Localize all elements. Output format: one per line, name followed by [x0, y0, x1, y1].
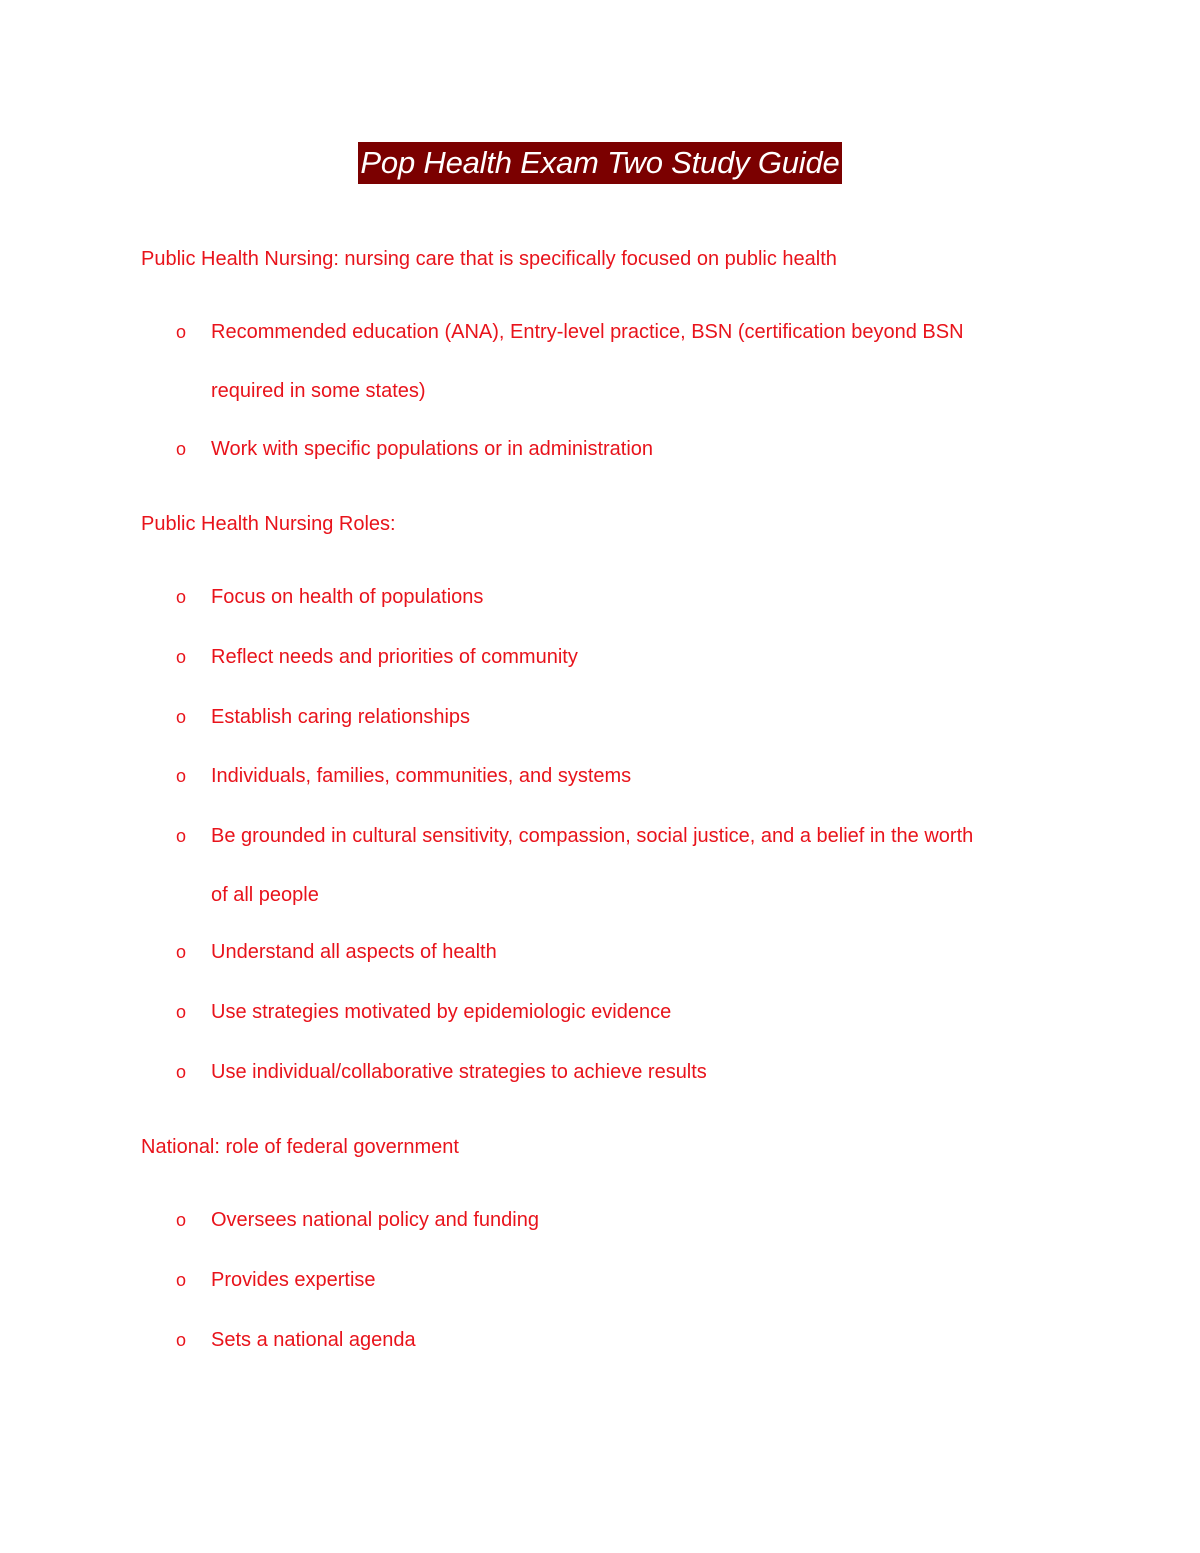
list-item-text-continued: of all people — [211, 884, 319, 906]
list-item-text: Use strategies motivated by epidemiologic evidence — [211, 1001, 672, 1023]
bullet-marker: o — [176, 1062, 187, 1082]
list-item-text: Be grounded in cultural sensitivity, compassion, social justice, and a belief in the worth — [211, 825, 974, 847]
list-item-text: Oversees national policy and funding — [211, 1209, 539, 1231]
bullet-marker: o — [176, 1330, 187, 1350]
list-item-text: Individuals, families, communities, and systems — [211, 765, 632, 787]
section-heading-national: National: role of federal government — [141, 1136, 459, 1158]
list-item-text: Recommended education (ANA), Entry-level practice, BSN (certification beyond BSN — [211, 321, 964, 343]
page-title: Pop Health Exam Two Study Guide — [358, 142, 841, 184]
bullet-marker: o — [176, 826, 187, 846]
list-item-text: Focus on health of populations — [211, 586, 484, 608]
bullet-marker: o — [176, 587, 187, 607]
bullet-marker: o — [176, 439, 187, 459]
list-item-text: Sets a national agenda — [211, 1329, 416, 1351]
bullet-marker: o — [176, 766, 187, 786]
bullet-marker: o — [176, 1270, 187, 1290]
list-item-text-continued: required in some states) — [211, 380, 426, 402]
list-item-text: Provides expertise — [211, 1269, 376, 1291]
bullet-marker: o — [176, 322, 187, 342]
list-item-text: Understand all aspects of health — [211, 941, 497, 963]
list-item-text: Reflect needs and priorities of community — [211, 646, 578, 668]
bullet-marker: o — [176, 647, 187, 667]
bullet-marker: o — [176, 1210, 187, 1230]
list-item-text: Work with specific populations or in administration — [211, 438, 654, 460]
bullet-marker: o — [176, 707, 187, 727]
title-container — [0, 142, 1200, 184]
list-item-text: Use individual/collaborative strategies to achieve results — [211, 1061, 707, 1083]
section-heading-public-health-nursing: Public Health Nursing: nursing care that is specifically focused on public health — [141, 248, 837, 270]
section-heading-roles: Public Health Nursing Roles: — [141, 513, 396, 535]
bullet-marker: o — [176, 1002, 187, 1022]
list-item-text: Establish caring relationships — [211, 706, 471, 728]
bullet-marker: o — [176, 942, 187, 962]
